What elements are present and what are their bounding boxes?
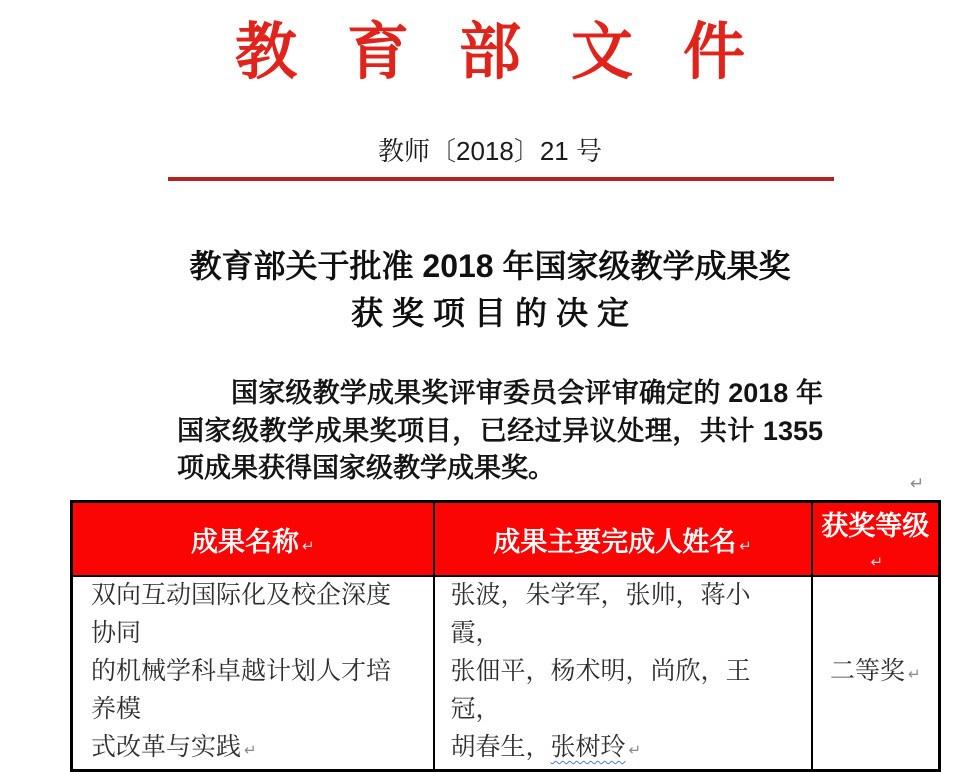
cell-achievement-name bbox=[72, 576, 434, 771]
return-mark-icon: ↵ bbox=[628, 741, 642, 759]
ministry-header-text: 教育部文件 bbox=[234, 19, 795, 87]
completers-line: 张佃平，杨术明，尚欣，王冠， bbox=[450, 658, 751, 723]
achievement-line: 的机械学科卓越计划人才培养模 bbox=[91, 658, 392, 723]
achievement-line-text: 式改革与实践 bbox=[91, 734, 242, 761]
return-mark-icon: ↵ bbox=[907, 665, 921, 683]
document-number: 教师〔2018〕21 号 bbox=[378, 136, 602, 166]
return-mark-icon: ↵ bbox=[870, 553, 884, 571]
award-level-text: 二等奖 bbox=[829, 658, 905, 685]
return-mark-icon: ↵ bbox=[910, 474, 925, 494]
body-paragraph: 国家级教学成果奖评审委员会评审确定的 2018 年国家级教学成果奖项目，已经过异议处理，共计 1355 项成果获得国家级教学成果奖。 bbox=[177, 378, 823, 483]
table-header-completers bbox=[434, 502, 812, 577]
document-title-line1: 教育部关于批准 2018 年国家级教学成果奖 bbox=[189, 248, 791, 284]
completers-name-spellcheck: 张树玲 bbox=[550, 734, 626, 761]
return-mark-icon: ↵ bbox=[739, 536, 752, 555]
ministry-header-title bbox=[0, 2, 980, 91]
awards-table bbox=[70, 500, 941, 772]
red-separator-rule bbox=[168, 177, 834, 181]
table-header-completers-label: 成果主要完成人姓名 bbox=[493, 526, 737, 557]
table-header-award-label: 获奖等级 bbox=[821, 511, 930, 541]
return-mark-icon: ↵ bbox=[244, 741, 257, 759]
document-title bbox=[0, 243, 980, 337]
table-header-achievement-label: 成果名称 bbox=[190, 526, 299, 557]
document-title-line2: 获奖项目的决定 bbox=[350, 295, 638, 331]
cell-award-level bbox=[812, 576, 940, 771]
table-header-row bbox=[72, 502, 940, 577]
completers-line: 张波，朱学军，张帅，蒋小霞， bbox=[450, 582, 751, 647]
achievement-line: 双向互动国际化及校企深度协同 bbox=[91, 582, 392, 647]
completers-line-text: 胡春生， bbox=[450, 734, 551, 761]
cell-completers bbox=[434, 576, 812, 771]
table-header-award-level bbox=[812, 502, 940, 577]
table-header-achievement-name bbox=[72, 502, 434, 577]
completers-line bbox=[451, 729, 795, 769]
achievement-line bbox=[91, 729, 415, 769]
return-mark-icon: ↵ bbox=[301, 536, 315, 555]
table-row bbox=[72, 576, 940, 771]
